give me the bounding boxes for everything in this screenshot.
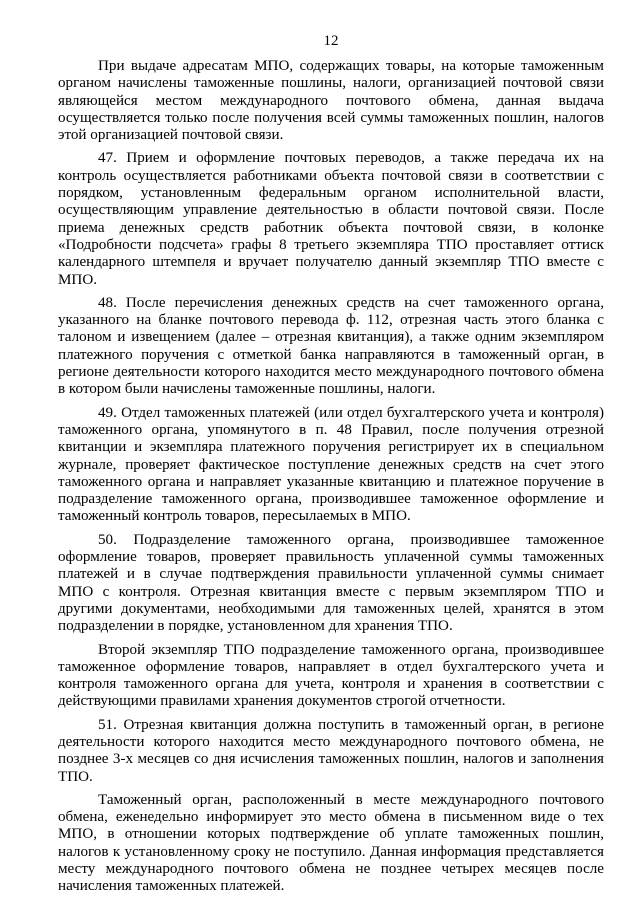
paragraph-47: 47. Прием и оформление почтовых переводов, а также передача их на контроль осуществляется работниками объекта почтовой связи в соответствии с порядком, установленным федеральным органом исполнительной власти, осуществляющим управление деятельностью в области почтовой связи. После приема денежных средств работник объекта почтовой связи, в колонке «Подробности подсчета» графы 8 третьего экземпляра ТПО проставляет оттиск календарного штемпеля и вручает получателю данный экземпляр ТПО вместе с МПО.: [58, 150, 604, 288]
paragraph-weekly-notification: Таможенный орган, расположенный в месте международного почтового обмена, еженедельно информирует это место обмена в письменном виде о тех МПО, в отношении которых подтверждение об уплате таможенных пошлин, налогов к установленному сроку не поступило. Данная информация представляется месту международного почтового обмена не позднее четырех месяцев после начисления таможенных платежей.: [58, 791, 604, 895]
paragraph-second-copy-tpo: Второй экземпляр ТПО подразделение таможенного органа, производившее таможенное оформление товаров, направляет в отдел бухгалтерского учета и контроля таможенного органа для учета, контроля и хранения в соответствии с действующими правилами хранения документов строгой отчетности.: [58, 641, 604, 710]
paragraph-delivery-to-addressees: При выдаче адресатам МПО, содержащих товары, на которые таможенным органом начислены таможенные пошлины, налоги, организацией почтовой связи являющейся местом международного почтового обмена, данная выдача осуществляется только после получения всей суммы таможенных пошлин, налогов этой организацией почтовой связи.: [58, 58, 604, 144]
paragraph-48: 48. После перечисления денежных средств на счет таможенного органа, указанного на бланке почтового перевода ф. 112, отрезная часть этого бланка с талоном и извещением (далее – отрезная квитанция), а также одним экземпляром платежного поручения с отметкой банка направляются в таможенный орган, в регионе деятельности которого находится место международного почтового обмена в котором были начислены таможенные пошлины, налоги.: [58, 294, 604, 398]
paragraph-51: 51. Отрезная квитанция должна поступить в таможенный орган, в регионе деятельности которого находится место международного почтового обмена, не позднее 3-х месяцев со дня исчисления таможенных пошлин, налогов и заполнения ТПО.: [58, 716, 604, 785]
page-number: 12: [323, 33, 339, 49]
paragraph-49: 49. Отдел таможенных платежей (или отдел бухгалтерского учета и контроля) таможенного органа, упомянутого в п. 48 Правил, после получения отрезной квитанции и экземпляра платежного поручения регистрирует их в специальном журнале, проверяет фактическое поступление денежных средств на счет этого таможенного органа и направляет указанные квитанцию и платежное поручение в подразделение таможенного органа, производившее таможенное оформление и таможенный контроль товаров, пересылаемых в МПО.: [58, 404, 604, 525]
paragraph-50: 50. Подразделение таможенного органа, производившее таможенное оформление товаров, проверяет правильность уплаченной суммы таможенных платежей и в случае подтверждения правильности уплаченной суммы снимает МПО с контроля. Отрезная квитанция вместе с первым экземпляром ТПО и другими документами, необходимыми для таможенных целей, хранятся в этом подразделении в порядке, установленном для хранения ТПО.: [58, 531, 604, 635]
